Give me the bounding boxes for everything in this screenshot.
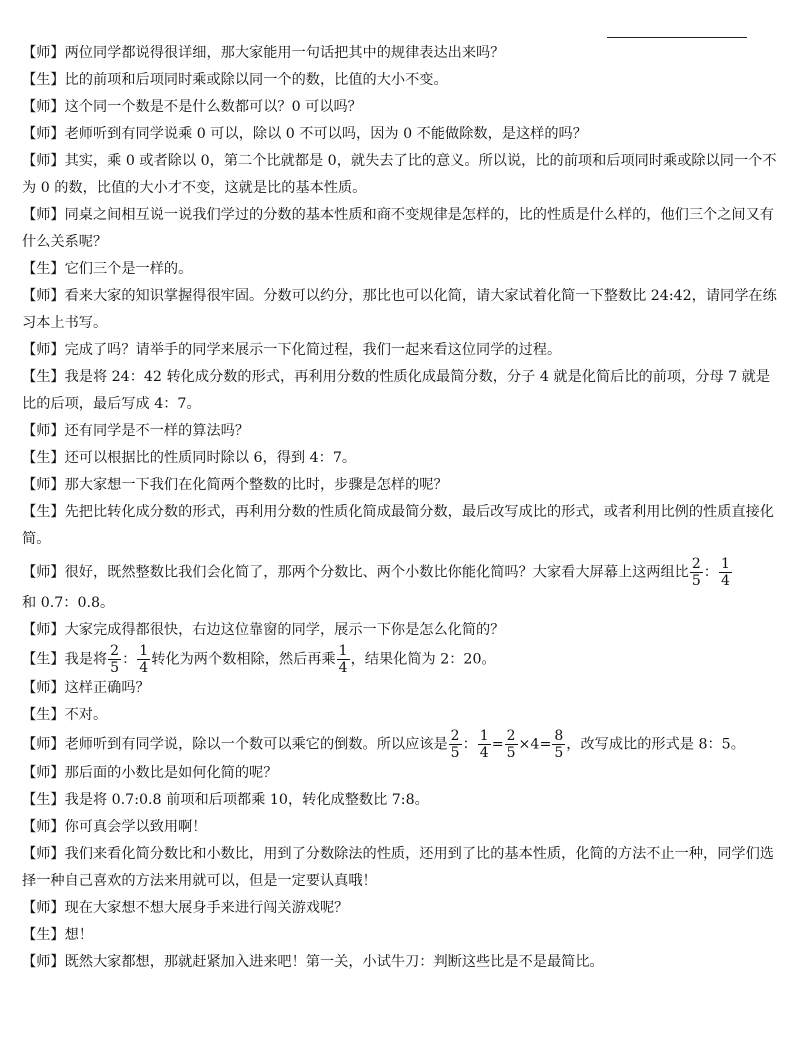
fraction-1-4: $\frac{1}{4}$ bbox=[479, 728, 489, 761]
dialogue-text: 转化为两个数相除，然后再乘 bbox=[151, 651, 336, 668]
speaker-tag: 【师】 bbox=[22, 153, 65, 169]
dialogue-line bbox=[22, 814, 784, 841]
speaker-tag: 【师】 bbox=[22, 477, 65, 493]
dialogue-line bbox=[22, 94, 784, 121]
speaker-tag: 【师】 bbox=[22, 954, 65, 970]
dialogue-text: 我是将 24：42 转化成分数的形式，再利用分数的性质化成最简分数，分子 4 就是化简后比的前项，分母 7 就是比的后项，最后写成 4：7。 bbox=[22, 369, 771, 412]
times-four: ×4 bbox=[518, 736, 540, 753]
speaker-tag: 【生】 bbox=[22, 72, 65, 88]
dialogue-line bbox=[22, 787, 784, 814]
lesson-transcript bbox=[22, 40, 784, 976]
fraction-question-continuation: 和 0.7：0.8。 bbox=[22, 595, 115, 611]
speaker-tag: 【师】 bbox=[22, 207, 65, 223]
header-rule bbox=[607, 37, 747, 38]
dialogue-line bbox=[22, 445, 784, 472]
dialogue-text: 那后面的小数比是如何化简的呢？ bbox=[64, 765, 278, 781]
dialogue-line bbox=[22, 418, 784, 445]
speaker-tag: 【师】 bbox=[22, 99, 65, 115]
dialogue-text: ，结果化简为 2：20。 bbox=[350, 651, 496, 668]
dialogue-line bbox=[22, 499, 784, 553]
dialogue-text: 先把比转化成分数的形式，再利用分数的性质化简成最简分数，最后改写成比的形式，或者利用比例的性质直接化简。 bbox=[22, 504, 774, 547]
dialogue-line bbox=[22, 40, 784, 67]
dialogue-text: 这个同一个数是不是什么数都可以？0 可以吗？ bbox=[64, 99, 362, 115]
fraction-8-5: $\frac{8}{5}$ bbox=[554, 728, 564, 761]
equals-sign: = bbox=[539, 736, 552, 753]
speaker-tag: 【生】 bbox=[22, 450, 65, 466]
speaker-tag: 【生】 bbox=[22, 504, 65, 520]
dialogue-text: 它们三个是一样的。 bbox=[64, 261, 193, 277]
fraction-2-5: $\frac{2}{5}$ bbox=[506, 728, 516, 761]
dialogue-line bbox=[22, 895, 784, 922]
dialogue-text: 现在大家想不想大展身手来进行闯关游戏呢？ bbox=[64, 900, 349, 916]
speaker-tag: 【生】 bbox=[22, 261, 65, 277]
dialogue-line bbox=[22, 256, 784, 283]
dialogue-text: 还可以根据比的性质同时除以 6，得到 4：7。 bbox=[64, 450, 357, 466]
dialogue-line bbox=[22, 202, 784, 256]
fraction-question-line bbox=[22, 557, 784, 588]
dialogue-text: 我是将 0.7:0.8 前项和后项都乘 10，转化成整数比 7:8。 bbox=[64, 792, 429, 808]
dialogue-line bbox=[22, 675, 784, 702]
speaker-tag: 【师】 bbox=[22, 680, 65, 696]
speaker-tag: 【师】 bbox=[22, 846, 65, 862]
speaker-tag: 【师】 bbox=[22, 288, 65, 304]
speaker-tag: 【师】 bbox=[22, 45, 65, 61]
dialogue-line bbox=[22, 949, 784, 976]
dialogue-text: 同桌之间相互说一说我们学过的分数的基本性质和商不变规律是怎样的，比的性质是什么样的，他们三个之间又有什么关系呢？ bbox=[22, 207, 774, 250]
speaker-tag: 【生】 bbox=[22, 369, 65, 385]
dialogue-text: 很好，既然整数比我们会化简了，那两个分数比、两个小数比你能化简吗？大家看大屏幕上这两组比 bbox=[64, 564, 689, 581]
ratio-colon: ： bbox=[462, 736, 477, 753]
dialogue-line bbox=[22, 148, 784, 202]
dialogue-line bbox=[22, 702, 784, 729]
dialogue-line bbox=[22, 841, 784, 895]
speaker-tag: 【生】 bbox=[22, 792, 65, 808]
dialogue-text: 我是将 bbox=[64, 651, 108, 668]
speaker-tag: 【师】 bbox=[22, 423, 65, 439]
dialogue-line bbox=[22, 617, 784, 644]
dialogue-text: 想！ bbox=[64, 927, 93, 943]
dialogue-text: 不对。 bbox=[64, 707, 108, 723]
dialogue-text: 那大家想一下我们在化简两个整数的比时，步骤是怎样的呢？ bbox=[64, 477, 448, 493]
speaker-tag: 【师】 bbox=[22, 564, 65, 581]
speaker-tag: 【师】 bbox=[22, 900, 65, 916]
equals-sign: = bbox=[491, 736, 504, 753]
dialogue-text: 完成了吗？请举手的同学来展示一下化简过程，我们一起来看这位同学的过程。 bbox=[64, 342, 562, 358]
dialogue-text: 老师听到有同学说乘 0 可以，除以 0 不可以吗，因为 0 不能做除数，是这样的吗？ bbox=[64, 126, 587, 142]
speaker-tag: 【生】 bbox=[22, 707, 65, 723]
dialogue-text: 看来大家的知识掌握得很牢固。分数可以约分，那比也可以化简，请大家试着化简一下整数比 24:42，请同学在练习本上书写。 bbox=[22, 288, 777, 331]
speaker-tag: 【师】 bbox=[22, 736, 65, 753]
dialogue-text: 比的前项和后项同时乘或除以同一个的数，比值的大小不变。 bbox=[64, 72, 448, 88]
dialogue-line bbox=[22, 472, 784, 499]
dialogue-text: 你可真会学以致用啊！ bbox=[64, 819, 207, 835]
ratio-colon: ： bbox=[703, 564, 718, 581]
dialogue-text: 老师听到有同学说，除以一个数可以乘它的倒数。所以应该是 bbox=[64, 736, 448, 753]
speaker-tag: 【师】 bbox=[22, 126, 65, 142]
dialogue-text: ，改写成比的形式是 8：5。 bbox=[566, 736, 745, 753]
dialogue-line bbox=[22, 283, 784, 337]
dialogue-text: 还有同学是不一样的算法吗？ bbox=[64, 423, 250, 439]
dialogue-line bbox=[22, 121, 784, 148]
dialogue-text: 我们来看化简分数比和小数比，用到了分数除法的性质，还用到了比的基本性质，化简的方法不止一种，同学们选择一种自己喜欢的方法来用就可以，但是一定要认真哦！ bbox=[22, 846, 774, 889]
speaker-tag: 【生】 bbox=[22, 927, 65, 943]
fraction-2-5: $\frac{2}{5}$ bbox=[691, 556, 701, 589]
dialogue-line bbox=[22, 760, 784, 787]
fraction-1-4: $\frac{1}{4}$ bbox=[338, 643, 348, 676]
speaker-tag: 【师】 bbox=[22, 622, 65, 638]
fraction-1-4: $\frac{1}{4}$ bbox=[139, 643, 149, 676]
speaker-tag: 【师】 bbox=[22, 342, 65, 358]
ratio-colon: ： bbox=[122, 651, 137, 668]
fraction-2-5: $\frac{2}{5}$ bbox=[110, 643, 120, 676]
dialogue-text: 其实，乘 0 或者除以 0，第二个比就都是 0，就失去了比的意义。所以说，比的前项和后项同时乘或除以同一个不为 0 的数，比值的大小才不变，这就是比的基本性质。 bbox=[22, 153, 777, 196]
speaker-tag: 【生】 bbox=[22, 651, 65, 668]
fraction-1-4: $\frac{1}{4}$ bbox=[720, 556, 730, 589]
dialogue-text: 这样正确吗？ bbox=[64, 680, 150, 696]
dialogue-line bbox=[22, 922, 784, 949]
speaker-tag: 【师】 bbox=[22, 765, 65, 781]
dialogue-line bbox=[22, 67, 784, 94]
speaker-tag: 【师】 bbox=[22, 819, 65, 835]
dialogue-line bbox=[22, 337, 784, 364]
student-fraction-line bbox=[22, 644, 784, 675]
dialogue-text: 两位同学都说得很详细，那大家能用一句话把其中的规律表达出来吗？ bbox=[64, 45, 505, 61]
teacher-calculation-line bbox=[22, 729, 784, 760]
fraction-2-5: $\frac{2}{5}$ bbox=[450, 728, 460, 761]
dialogue-text: 大家完成得都很快，右边这位靠窗的同学，展示一下你是怎么化简的？ bbox=[64, 622, 505, 638]
dialogue-text: 既然大家都想，那就赶紧加入进来吧！第一关，小试牛刀：判断这些比是不是最简比。 bbox=[64, 954, 604, 970]
dialogue-line bbox=[22, 364, 784, 418]
